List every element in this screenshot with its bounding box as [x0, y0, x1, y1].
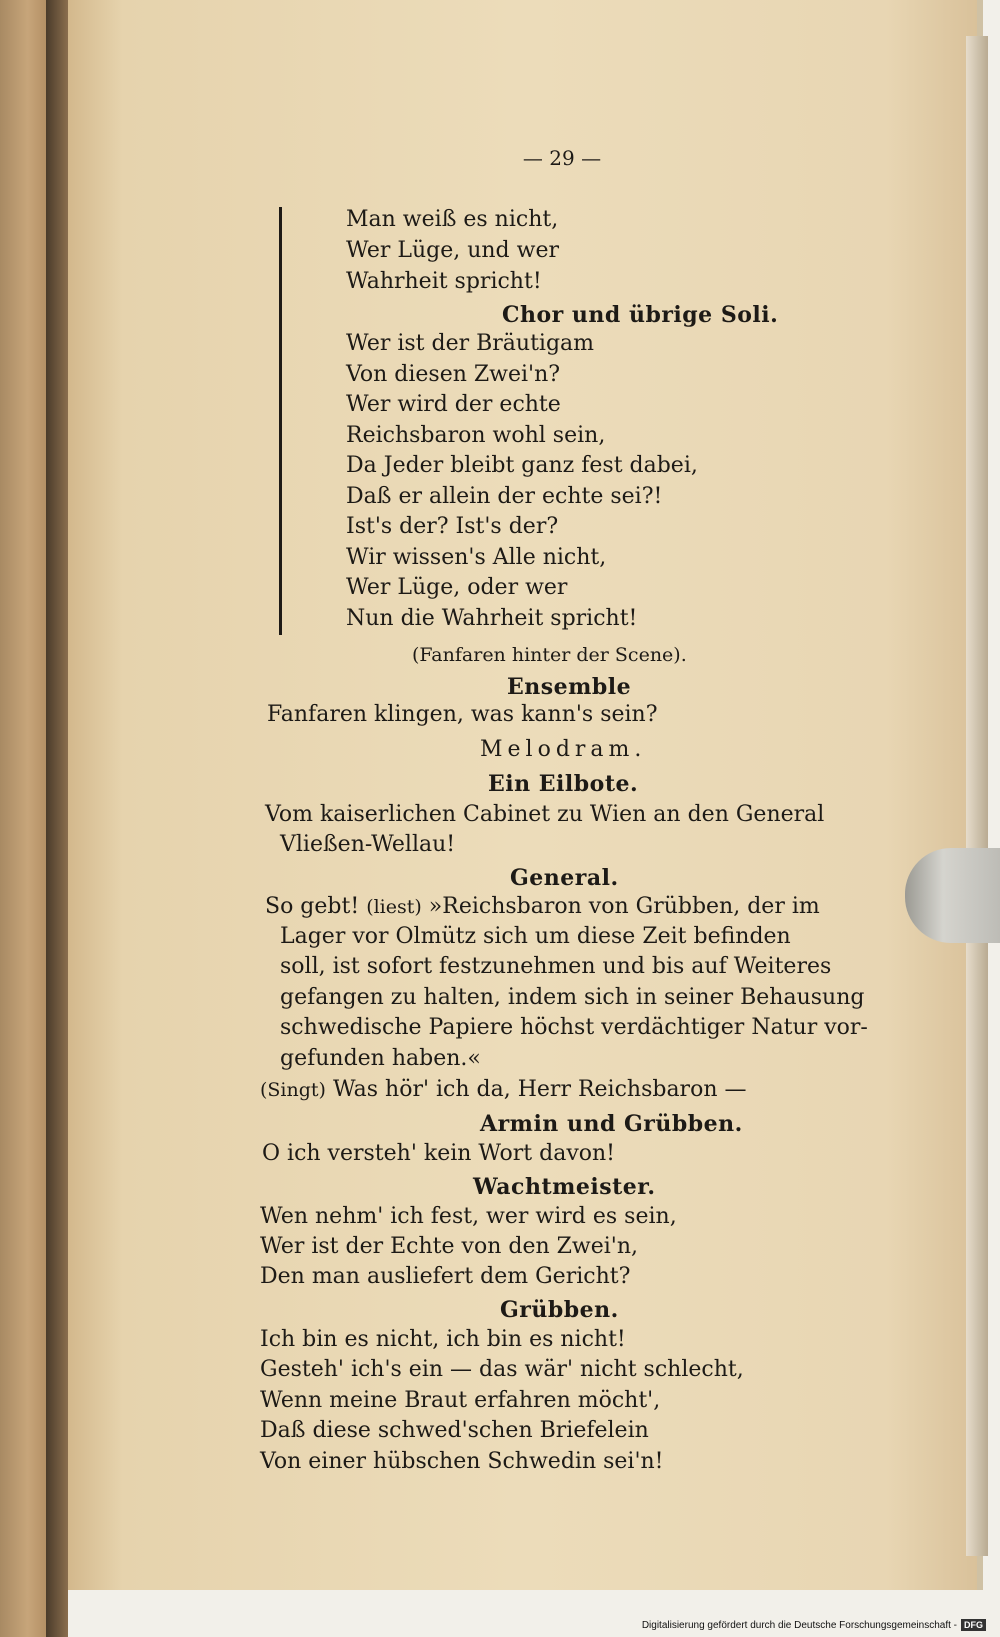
prose-line: Vließen-Wellau!: [280, 832, 456, 857]
digitization-footer: [642, 1619, 986, 1631]
speech-text: So gebt!: [265, 894, 360, 919]
speaker-heading: Wachtmeister.: [473, 1174, 656, 1200]
speaker-heading: Ensemble: [507, 674, 632, 700]
verse-line: Da Jeder bleibt ganz fest dabei,: [346, 453, 698, 478]
verse-line: Wir wissen's Alle nicht,: [346, 545, 607, 570]
verse-line: Von einer hübschen Schwedin sei'n!: [260, 1449, 664, 1474]
verse-line: Daß er allein der echte sei?!: [346, 484, 663, 509]
prose-line: [260, 1075, 746, 1105]
stage-direction: (Fanfaren hinter der Scene).: [412, 644, 687, 666]
verse-line: Reichsbaron wohl sein,: [346, 423, 606, 448]
margin-bracket: [279, 207, 282, 635]
verse-line: Wer ist der Bräutigam: [346, 331, 595, 356]
speaker-heading: Chor und übrige Soli.: [502, 302, 779, 328]
footer-text: Digitalisierung gefördert durch die Deutsche Forschungsgemeinschaft -: [641, 1619, 957, 1631]
verse-line: Nun die Wahrheit spricht!: [346, 606, 638, 631]
section-title: Melodram.: [480, 737, 647, 762]
verse-line: Gesteh' ich's ein — das wär' nicht schlecht,: [260, 1357, 744, 1382]
book-gutter: [46, 0, 68, 1637]
verse-line: Ist's der? Ist's der?: [346, 514, 559, 539]
prose-line: soll, ist sofort festzunehmen und bis auf Weiteres: [280, 954, 832, 979]
verse-line: Fanfaren klingen, was kann's sein?: [267, 702, 658, 727]
verse-line: Man weiß es nicht,: [346, 207, 559, 232]
verse-line: Wer wird der echte: [346, 392, 561, 417]
verse-line: Von diesen Zwei'n?: [346, 362, 561, 387]
stage-direction: (liest): [366, 896, 422, 918]
speech-text: Was hör' ich da, Herr Reichsbaron —: [332, 1077, 747, 1102]
prose-line: gefangen zu halten, indem sich in seiner Behausung: [280, 985, 865, 1010]
quote-text: »Reichsbaron von Grübben, der im: [428, 894, 820, 919]
stage-direction: (Singt): [260, 1079, 326, 1101]
verse-line: Wahrheit spricht!: [346, 269, 542, 294]
page-stack-edge: [966, 36, 988, 1556]
verse-line: Wer ist der Echte von den Zwei'n,: [260, 1234, 639, 1259]
dfg-logo: DFG: [961, 1619, 986, 1631]
speaker-heading: Ein Eilbote.: [488, 771, 639, 797]
verse-line: Wenn meine Braut erfahren möcht',: [260, 1388, 661, 1413]
prose-line: schwedische Papiere höchst verdächtiger Natur vor-: [280, 1015, 868, 1040]
verse-line: Ich bin es nicht, ich bin es nicht!: [260, 1327, 626, 1352]
verse-line: Wer Lüge, oder wer: [346, 575, 568, 600]
page-clip: [905, 848, 1000, 943]
page-number: — 29 —: [522, 146, 602, 170]
verse-line: Den man ausliefert dem Gericht?: [260, 1264, 631, 1289]
speaker-heading: General.: [510, 865, 619, 891]
speaker-heading: Grübben.: [500, 1297, 619, 1323]
verse-line: Daß diese schwed'schen Briefelein: [260, 1418, 649, 1443]
prose-line: Vom kaiserlichen Cabinet zu Wien an den General: [265, 802, 825, 827]
prose-line: [265, 892, 820, 922]
verse-line: Wen nehm' ich fest, wer wird es sein,: [260, 1204, 677, 1229]
speaker-heading: Armin und Grübben.: [480, 1111, 743, 1137]
prose-line: gefunden haben.«: [280, 1046, 481, 1071]
prose-line: Lager vor Olmütz sich um diese Zeit befinden: [280, 924, 791, 949]
verse-line: Wer Lüge, und wer: [346, 238, 559, 263]
verse-line: O ich versteh' kein Wort davon!: [262, 1141, 616, 1166]
